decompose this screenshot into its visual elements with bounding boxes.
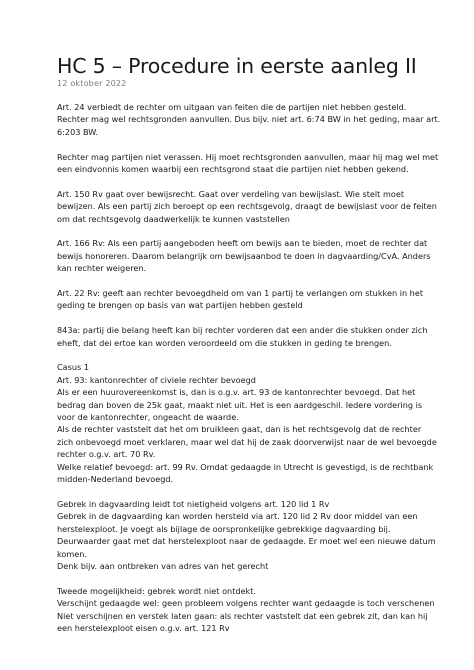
paragraph (57, 324, 434, 349)
text-line: zich onbevoegd moet verklaren, maar wel dat hij de zaak doorverwijst naar de wel bevoegde (57, 436, 437, 447)
text-line: Art. 24 verbiedt de rechter om uitgaan van feiten die de partijen niet hebben gesteld. (57, 102, 407, 112)
text-line: Art. 150 Rv gaat over bewijsrecht. Gaat over verdeling van bewijslast. Wie stelt moet (57, 188, 405, 199)
text-line: voor de kantonrechter, ongeacht de waarde. (57, 412, 239, 423)
text-line: een eindvonnis komen waarbij een rechtsgrond staat die partijen niet hebben gekend. (57, 164, 409, 175)
text-line: Tweede mogelijkheid: gebrek wordt niet ontdekt. (57, 585, 257, 596)
paragraph (57, 237, 434, 274)
text-line: Art. 22 Rv: geeft aan rechter bevoegdheid om van 1 partij te verlangen om stukken in het (57, 288, 424, 299)
text-line: rechter o.g.v. art. 70 Rv. (57, 449, 156, 460)
text-line: Welke relatief bevoegd: art. 99 Rv. Omdat gedaagde in Utrecht is gevestigd, is de rechtbank (57, 461, 434, 472)
document-date: 12 oktober 2022 (57, 79, 127, 88)
text-line: Niet verschijnen en verstek laten gaan: als rechter vaststelt dat een gebrek zit, dan kan hij (57, 610, 428, 621)
text-line: Als de rechter vaststelt dat het om bruikleen gaat, dan is het rechtsgevolg dat de rechter (57, 424, 422, 435)
text-line: Rechter mag wel rechtsgronden aanvullen. Dus bijv. niet art. 6:74 BW in het geding, maar art. (57, 114, 441, 125)
text-line: Casus 1 (57, 362, 90, 373)
text-line: bewijzen. Als een partij zich beroept op een rechtsgevolg, draagt de bewijslast voor de feiten (57, 201, 437, 212)
paragraph (57, 151, 439, 176)
text-line: midden-Nederland bevoegd. (57, 474, 174, 485)
text-line: een herstelexploot eisen o.g.v. art. 121 Rv (57, 622, 230, 633)
text-line: Gebrek in dagvaarding leidt tot nietigheid volgens art. 120 lid 1 Rv (57, 498, 330, 509)
document-title: HC 5 – Procedure in eerste aanleg II (57, 54, 417, 78)
text-line: Rechter mag partijen niet verassen. Hij moet rechtsgronden aanvullen, maar hij mag wel met (57, 151, 439, 162)
text-line: herstelexploot. Je voegt als bijlage de oorspronkelijke gebrekkige dagvaarding bij. (57, 523, 391, 534)
paragraph (57, 188, 437, 225)
text-line: Verschijnt gedaagde wel: geen probleem volgens rechter want gedaagde is toch verschenen (57, 598, 435, 609)
document-body (57, 101, 441, 634)
paragraph (57, 585, 434, 635)
text-line: Art. 166 Rv: Als een partij aangeboden heeft om bewijs aan te bieden, moet de rechter dat (57, 238, 428, 249)
text-line: bedrag dan boven de 25k gaat, maakt niet uit. Het is een aardgeschil. Iedere vordering is (57, 399, 423, 410)
text-line: kan rechter weigeren. (57, 263, 147, 274)
text-line: Deurwaarder gaat met dat herstelexploot naar de gedaagde. Er moet wel een nieuwe datum (57, 536, 436, 547)
paragraph (57, 498, 434, 572)
paragraph (57, 287, 434, 312)
text-line: eheft, dat dei ertoe kan worden veroordeeld om die stukken in geding te brengen. (57, 337, 392, 348)
text-line: Als er een huurovereenkomst is, dan is o.g.v. art. 93 de kantonrechter bevoegd. Dat het (57, 387, 416, 398)
text-line: Gebrek in de dagvaarding kan worden hersteld via art. 120 lid 2 Rv door middel van een (57, 511, 418, 522)
text-line: geding te brengen op basis van wat partijen hebben gesteld (57, 300, 303, 311)
paragraph (57, 361, 437, 485)
text-line: 843a: partij die belang heeft kan bij rechter vorderen dat een ander die stukken onder zich (57, 325, 428, 336)
paragraph (57, 101, 441, 138)
text-line: 6:203 BW. (57, 126, 98, 137)
text-line: bewijs honoreren. Daarom belangrijk om bewijsaanbod te doen in dagvaarding/CvA. Anders (57, 250, 431, 261)
text-line: komen. (57, 548, 88, 559)
text-line: om dat rechtsgevolg daadwerkelijk te kunnen vaststellen (57, 213, 290, 224)
text-line: Denk bijv. aan ontbreken van adres van het gerecht (57, 560, 269, 571)
text-line: Art. 93: kantonrechter of civiele rechter bevoegd (57, 374, 256, 385)
